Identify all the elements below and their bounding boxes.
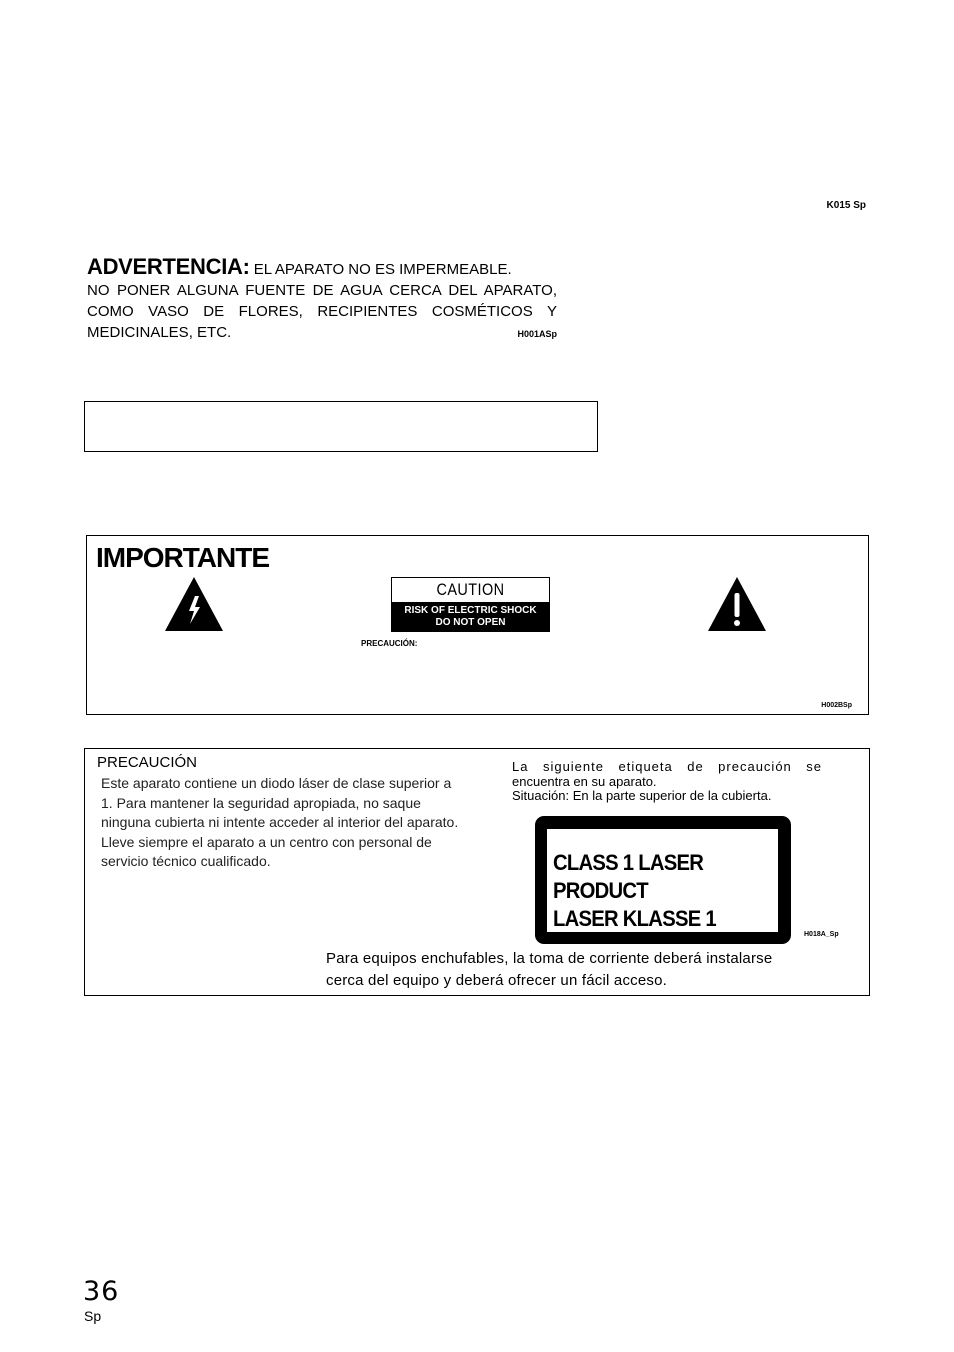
importante-box <box>86 535 869 715</box>
advertencia-line-4 <box>87 322 557 345</box>
plug-notice-line-1: Para equipos enchufables, la toma de corriente deberá instalarse <box>326 950 773 967</box>
importante-title: IMPORTANTE <box>96 542 270 573</box>
advertencia-line-1 <box>87 256 557 280</box>
laser-label-line-2: LASER KLASSE 1 <box>553 906 716 931</box>
advertencia-code: H001ASp <box>517 329 557 339</box>
precaucion-box <box>84 748 870 996</box>
page-number: 36 <box>83 1276 120 1307</box>
exclamation-warning-icon <box>707 576 767 632</box>
label-intro-line-1: La siguiente etiqueta de precaución se <box>512 759 822 774</box>
importante-code: H002BSp <box>821 702 852 709</box>
label-intro <box>512 760 822 804</box>
precaucion-paragraph-2: Lleve siempre el aparato a un centro con personal de servicio técnico cualificado. <box>101 833 432 869</box>
precaucion-paragraph-1: Este aparato contiene un diodo láser de clase superior a 1. Para mantener la seguridad apropiada, no saque ninguna cubierta ni intente acceder al interior del aparato. <box>101 775 459 830</box>
laser-label-line-1: CLASS 1 LASER PRODUCT <box>553 850 704 903</box>
plug-notice-line-2: cerca del equipo y deberá ofrecer un fácil acceso. <box>326 972 668 989</box>
label-location: Situación: En la parte superior de la cubierta. <box>512 788 772 803</box>
caution-label-warning <box>392 602 549 631</box>
precaucion-caption: PRECAUCIÓN: <box>361 639 418 648</box>
precaucion-body <box>101 774 461 872</box>
caution-label <box>391 577 550 632</box>
label-intro-line-2: encuentra en su aparato. <box>512 773 657 789</box>
page-language: Sp <box>84 1308 102 1324</box>
advertencia-line-2: NO PONER ALGUNA FUENTE DE AGUA CERCA DEL APARATO, <box>87 282 557 299</box>
advertencia-line-3: COMO VASO DE FLORES, RECIPIENTES COSMÉTICOS Y <box>87 303 557 320</box>
advertencia-line-1-text: EL APARATO NO ES IMPERMEABLE. <box>253 261 512 278</box>
laser-label-code: H018A_Sp <box>804 931 839 938</box>
caution-label-line-1: RISK OF ELECTRIC SHOCK <box>404 605 537 616</box>
lightning-warning-icon <box>164 576 224 632</box>
laser-label-inner <box>546 828 779 933</box>
document-code-k015: K015 Sp <box>826 200 866 211</box>
precaucion-title: PRECAUCIÓN <box>97 754 198 771</box>
advertencia-title: ADVERTENCIA: <box>87 254 250 279</box>
laser-label-text <box>553 849 760 933</box>
caution-label-title: CAUTION <box>436 580 505 599</box>
plug-notice <box>326 948 846 992</box>
caution-label-line-2: DO NOT OPEN <box>435 617 506 628</box>
advertencia-line-4-text: MEDICINALES, ETC. <box>87 324 232 341</box>
empty-notice-box <box>84 401 598 452</box>
laser-product-label <box>535 816 791 944</box>
advertencia-block <box>87 256 557 345</box>
